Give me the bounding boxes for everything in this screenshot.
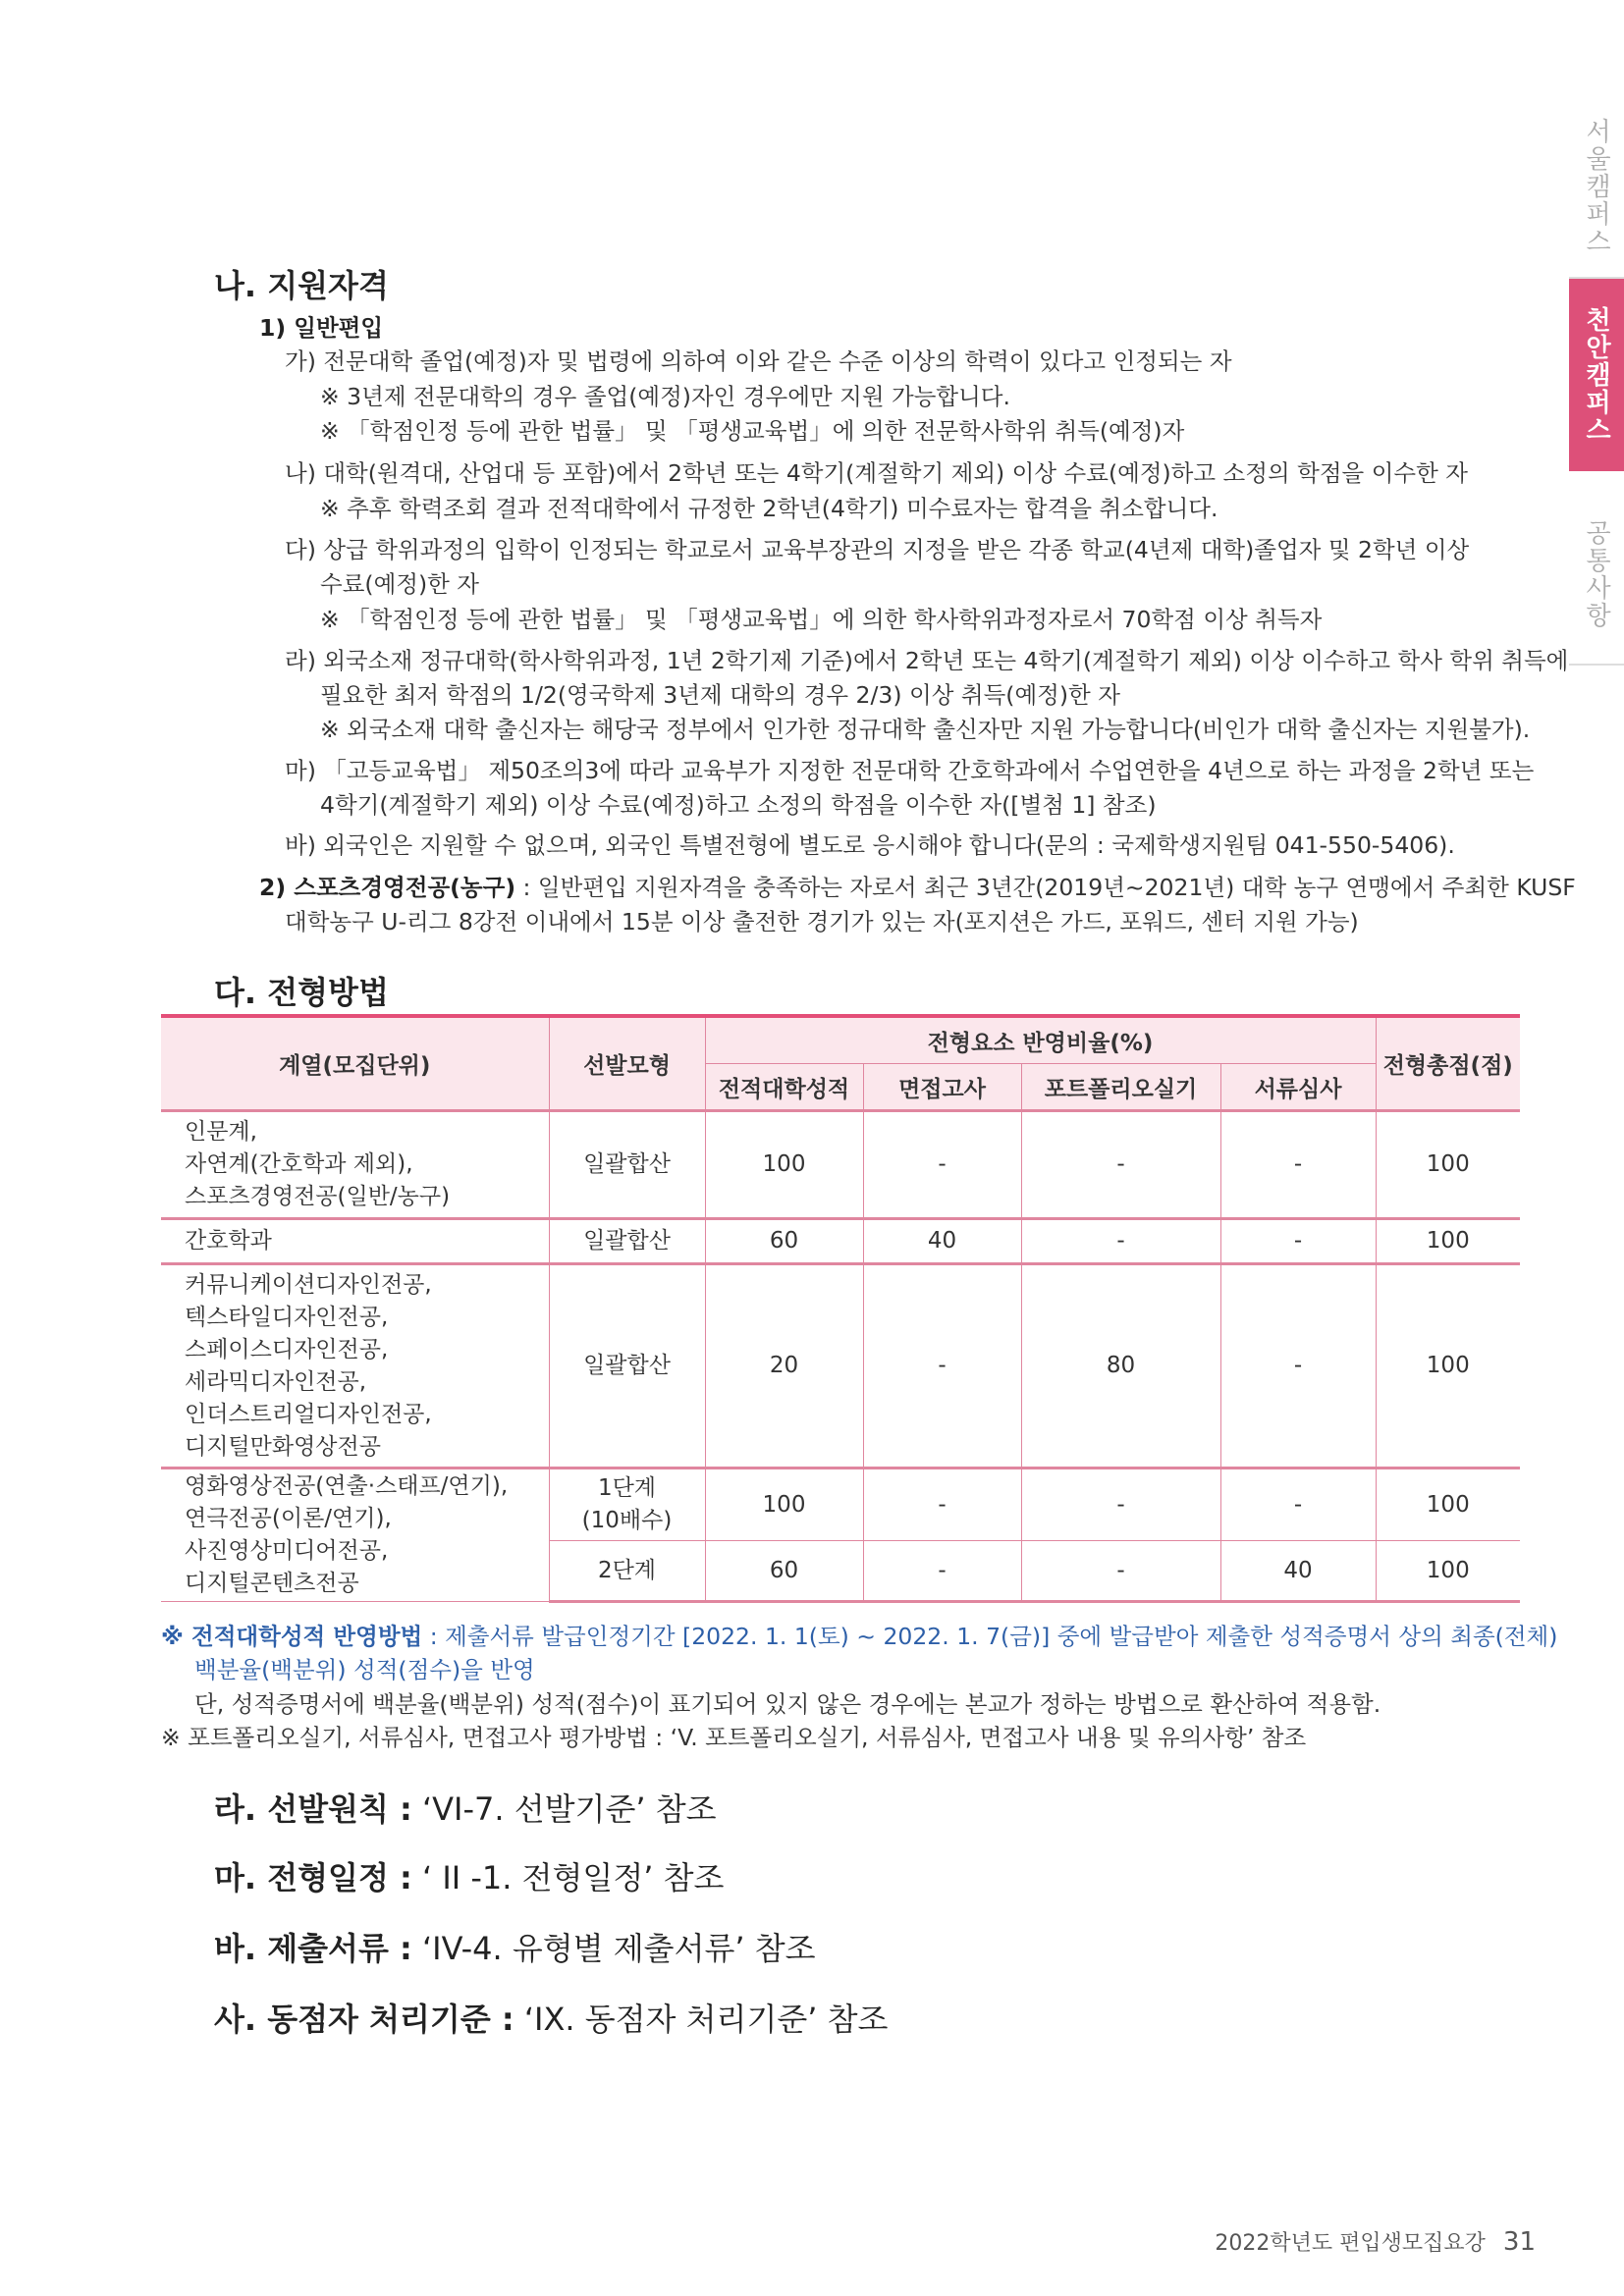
cell-document: - — [1220, 1111, 1376, 1219]
cell-document: - — [1220, 1219, 1376, 1264]
section-title-tie-break: 사. 동점자 처리기준 : ‘IX. 동점자 처리기준’ 참조 — [214, 2001, 889, 2038]
note-transcript-cont: 백분율(백분위) 성적(점수)을 반영 — [194, 1656, 535, 1683]
eligibility-line-cont: 4학기(계절학기 제외) 이상 수료(예정)하고 소정의 학점을 이수한 자([별첨 1] 참조) — [320, 791, 1157, 819]
eligibility-note: ※ 외국소재 대학 출신자는 해당국 정부에서 인가한 정규대학 출신자만 지원 가능합니다(비인가 대학 출신자는 지원불가). — [320, 716, 1531, 743]
cell-document: 40 — [1220, 1541, 1376, 1602]
cell-transcript: 20 — [705, 1264, 863, 1468]
cell-transcript: 100 — [705, 1111, 863, 1219]
sports-basketball-label: 2) 스포츠경영전공(농구) — [259, 874, 516, 901]
cell-portfolio: - — [1021, 1541, 1220, 1602]
selection-method-table — [161, 1014, 1520, 1603]
header-ratio: 전형요소 반영비율(%) — [705, 1016, 1376, 1064]
header-document: 서류심사 — [1220, 1064, 1376, 1111]
side-divider — [1569, 664, 1624, 666]
note-conversion: 단, 성적증명서에 백분율(백분위) 성적(점수)이 표기되어 있지 않은 경우에는 본교가 정하는 방법으로 환산하여 적용함. — [194, 1690, 1381, 1718]
header-total: 전형총점(점) — [1376, 1016, 1520, 1111]
cell-model: 1단계 (10배수) — [549, 1468, 705, 1541]
cell-interview: - — [863, 1111, 1021, 1219]
cell-interview: - — [863, 1541, 1021, 1602]
cell-unit: 영화영상전공(연출·스태프/연기), 연극전공(이론/연기), 사진영상미디어전공, 디지털콘텐츠전공 — [161, 1468, 549, 1602]
reference-link[interactable]: ‘VI-7. 선발기준’ 참조 — [411, 1790, 717, 1828]
cell-transcript: 100 — [705, 1468, 863, 1541]
table-row — [161, 1111, 1520, 1219]
cell-portfolio: 80 — [1021, 1264, 1220, 1468]
cell-total: 100 — [1376, 1111, 1520, 1219]
cell-portfolio: - — [1021, 1468, 1220, 1541]
reference-link[interactable]: ‘ II -1. 전형일정’ 참조 — [411, 1859, 725, 1896]
eligibility-line-cont: 필요한 최저 학점의 1/2(영국학제 3년제 대학의 경우 2/3) 이상 취득(예정)한 자 — [320, 681, 1120, 709]
header-interview: 면접고사 — [863, 1064, 1021, 1111]
footer-doc-title: 2022학년도 편입생모집요강 — [1215, 2231, 1486, 2256]
cell-portfolio: - — [1021, 1219, 1220, 1264]
header-transcript: 전적대학성적 — [705, 1064, 863, 1111]
cell-model: 2단계 — [549, 1541, 705, 1602]
section-title-schedule: 마. 전형일정 : ‘ II -1. 전형일정’ 참조 — [214, 1859, 725, 1896]
header-model: 선발모형 — [549, 1016, 705, 1111]
eligibility-line: 나) 대학(원격대, 산업대 등 포함)에서 2학년 또는 4학기(계절학기 제외) 이상 수료(예정)하고 소정의 학점을 이수한 자 — [285, 459, 1468, 487]
sports-basketball-text: : 일반편입 지원자격을 충족하는 자로서 최근 3년간(2019년~2021년) 대학 농구 연맹에서 주최한 KUSF — [515, 874, 1576, 901]
table-row — [161, 1219, 1520, 1264]
reference-link[interactable]: ‘IV-4. 유형별 제출서류’ 참조 — [411, 1930, 816, 1967]
eligibility-line: 마) 「고등교육법」 제50조의3에 따라 교육부가 지정한 전문대학 간호학과에서 수업연한을 4년으로 하는 과정을 2학년 또는 — [285, 757, 1535, 784]
eligibility-line: 가) 전문대학 졸업(예정)자 및 법령에 의하여 이와 같은 수준 이상의 학력이 있다고 인정되는 자 — [285, 347, 1232, 375]
table-row — [161, 1264, 1520, 1468]
cell-total: 100 — [1376, 1541, 1520, 1602]
table-row — [161, 1468, 1520, 1541]
note-transcript-text: : 제출서류 발급인정기간 [2022. 1. 1(토) ~ 2022. 1. 7(금)] 중에 발급받아 제출한 성적증명서 상의 최종(전체) — [422, 1623, 1558, 1650]
eligibility-line: 다) 상급 학위과정의 입학이 인정되는 학교로서 교육부장관의 지정을 받은 각종 학교(4년제 대학)졸업자 및 2학년 이상 — [285, 536, 1470, 563]
eligibility-line: 바) 외국인은 지원할 수 없으며, 외국인 특별전형에 별도로 응시해야 합니다(문의 : 국제학생지원팀 041-550-5406). — [285, 831, 1455, 859]
note-evaluation-method: ※ 포트폴리오실기, 서류심사, 면접고사 평가방법 : ‘V. 포트폴리오실기, 서류심사, 면접고사 내용 및 유의사항’ 참조 — [161, 1724, 1307, 1751]
eligibility-note: ※ 3년제 전문대학의 경우 졸업(예정)자인 경우에만 지원 가능합니다. — [320, 383, 1010, 410]
header-unit: 계열(모집단위) — [161, 1016, 549, 1111]
cell-total: 100 — [1376, 1264, 1520, 1468]
cell-model: 일괄합산 — [549, 1264, 705, 1468]
page-number: 31 — [1502, 2227, 1536, 2257]
cell-model: 일괄합산 — [549, 1219, 705, 1264]
section-title-selection-principle: 라. 선발원칙 : ‘VI-7. 선발기준’ 참조 — [214, 1790, 717, 1828]
note-transcript-label: ※ 전적대학성적 반영방법 — [161, 1623, 423, 1650]
cell-unit: 커뮤니케이션디자인전공, 텍스타일디자인전공, 스페이스디자인전공, 세라믹디자인전공, 인더스트리얼디자인전공, 디지털만화영상전공 — [161, 1264, 549, 1468]
cell-total: 100 — [1376, 1219, 1520, 1264]
cell-transcript: 60 — [705, 1219, 863, 1264]
cell-unit: 인문계, 자연계(간호학과 제외), 스포츠경영전공(일반/농구) — [161, 1111, 549, 1219]
cell-total: 100 — [1376, 1468, 1520, 1541]
section-title-documents: 바. 제출서류 : ‘IV-4. 유형별 제출서류’ 참조 — [214, 1930, 816, 1967]
cell-document: - — [1220, 1264, 1376, 1468]
cell-document: - — [1220, 1468, 1376, 1541]
section-title-selection-method: 다. 전형방법 — [214, 974, 389, 1011]
cell-portfolio: - — [1021, 1111, 1220, 1219]
reference-link[interactable]: ‘IX. 동점자 처리기준’ 참조 — [514, 2001, 889, 2038]
eligibility-note: ※ 「학점인정 등에 관한 법률」 및 「평생교육법」에 의한 전문학사학위 취득(예정)자 — [320, 417, 1185, 445]
cell-interview: - — [863, 1264, 1021, 1468]
cell-interview: 40 — [863, 1219, 1021, 1264]
cell-transcript: 60 — [705, 1541, 863, 1602]
header-portfolio: 포트폴리오실기 — [1021, 1064, 1220, 1111]
cell-model: 일괄합산 — [549, 1111, 705, 1219]
eligibility-line: 라) 외국소재 정규대학(학사학위과정, 1년 2학기제 기준)에서 2학년 또는 4학기(계절학기 제외) 이상 이수하고 학사 학위 취득에 — [285, 647, 1569, 674]
cell-interview: - — [863, 1468, 1021, 1541]
subsection-general-transfer: 1) 일반편입 — [259, 314, 384, 342]
side-tab-common[interactable]: 공통사항 — [1581, 519, 1611, 629]
cell-unit: 간호학과 — [161, 1219, 549, 1264]
eligibility-line-cont: 수료(예정)한 자 — [320, 570, 480, 598]
side-tab-seoul[interactable]: 서울캠퍼스 — [1581, 118, 1611, 255]
note-transcript-method — [161, 1621, 1557, 1653]
subsection-sports-basketball — [259, 872, 1576, 904]
section-title-eligibility: 나. 지원자격 — [214, 267, 389, 304]
side-tab-cheonan[interactable]: 천안캠퍼스 — [1569, 279, 1624, 471]
eligibility-note: ※ 추후 학력조회 결과 전적대학에서 규정한 2학년(4학기) 미수료자는 합격을 취소합니다. — [320, 495, 1218, 522]
sports-basketball-cont: 대학농구 U-리그 8강전 이내에서 15분 이상 출전한 경기가 있는 자(포지션은 가드, 포워드, 센터 지원 가능) — [285, 908, 1359, 935]
page-footer — [1215, 2226, 1536, 2257]
eligibility-note: ※ 「학점인정 등에 관한 법률」 및 「평생교육법」에 의한 학사학위과정자로서 70학점 이상 취득자 — [320, 606, 1323, 633]
